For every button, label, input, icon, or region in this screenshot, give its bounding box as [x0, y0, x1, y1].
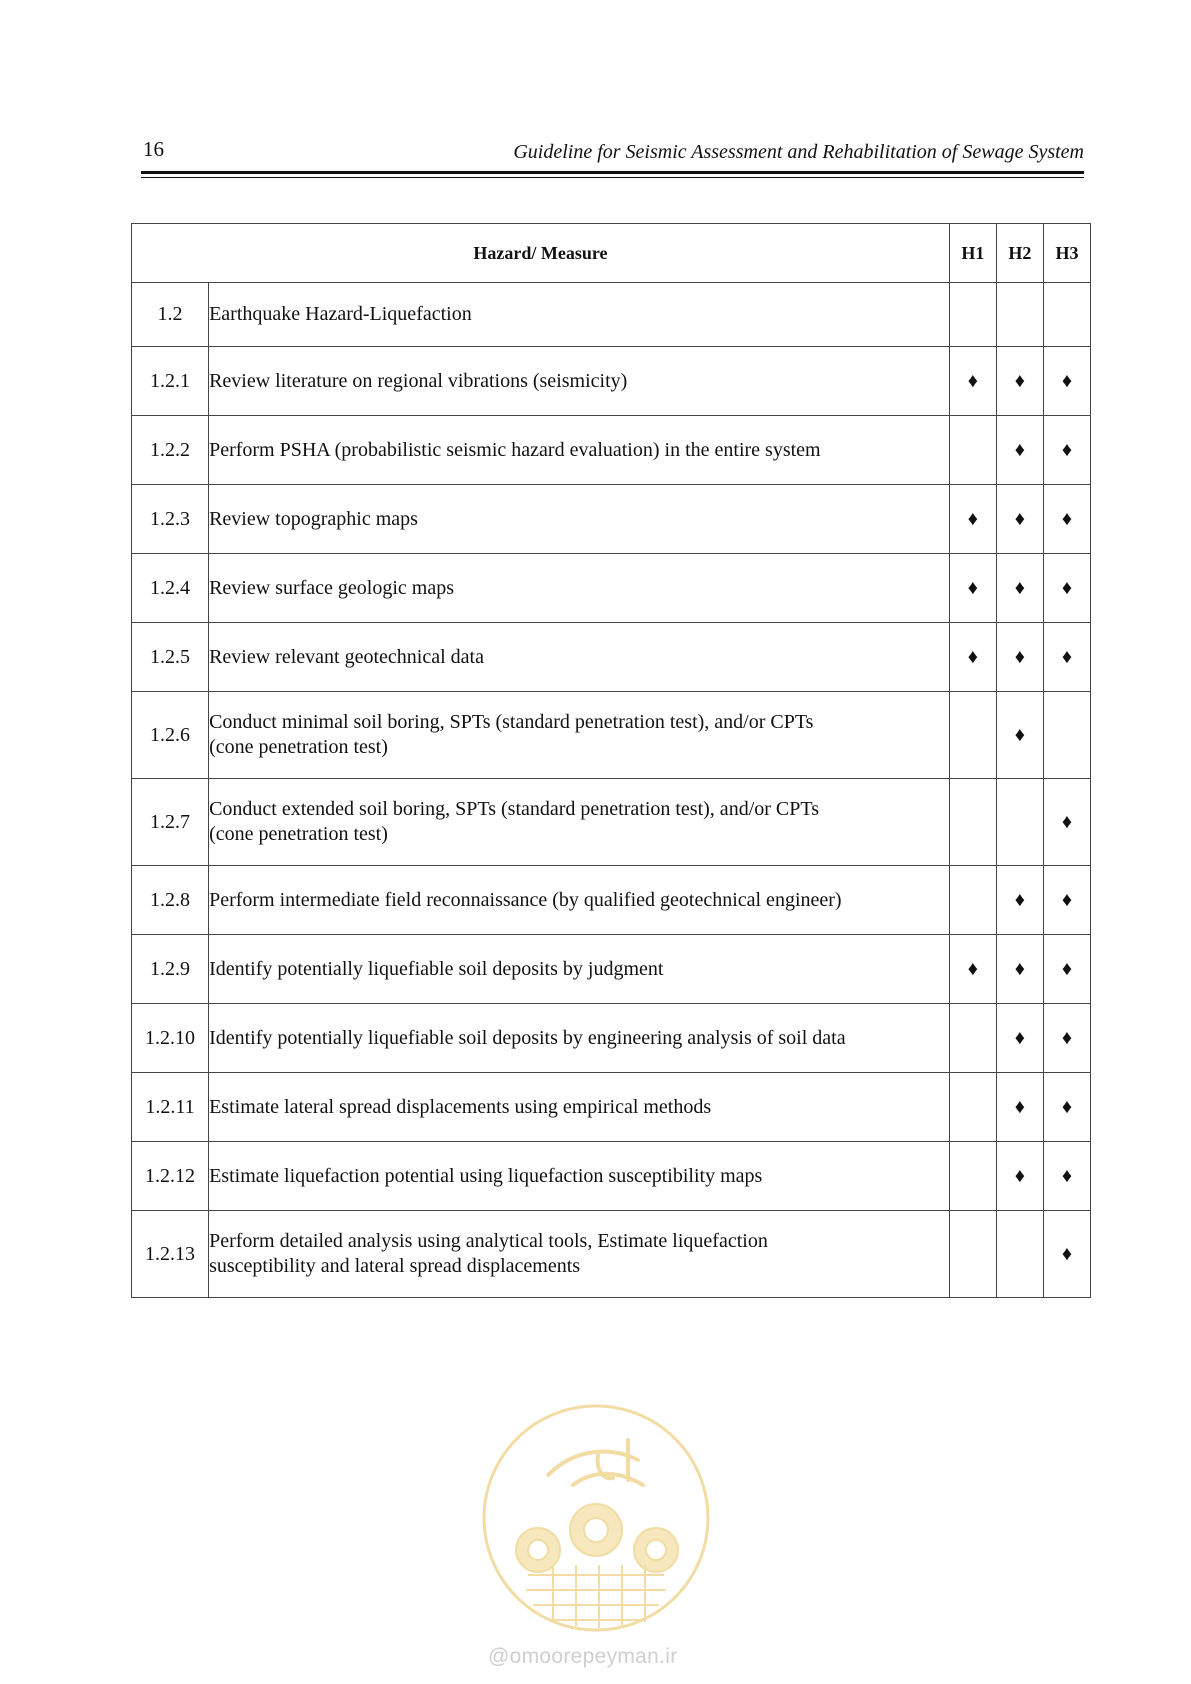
measure-code: 1.2.10 [132, 1004, 209, 1073]
h2-mark: ♦ [996, 692, 1043, 779]
measure-code: 1.2.6 [132, 692, 209, 779]
h1-mark [949, 866, 996, 935]
column-header-h2: H2 [996, 224, 1043, 283]
watermark-url: @omoorepeyman.ir [488, 1645, 678, 1668]
h2-mark [996, 283, 1043, 347]
h3-mark: ♦ [1043, 866, 1090, 935]
measure-code: 1.2.1 [132, 347, 209, 416]
h3-mark: ♦ [1043, 1142, 1090, 1211]
measure-description: Review surface geologic maps [209, 554, 950, 623]
table-row [132, 866, 1091, 935]
measure-code: 1.2.12 [132, 1142, 209, 1211]
measure-description: Estimate liquefaction potential using liquefaction susceptibility maps [209, 1142, 950, 1211]
h1-mark [949, 1004, 996, 1073]
measure-code: 1.2.5 [132, 623, 209, 692]
table-row [132, 935, 1091, 1004]
h2-mark: ♦ [996, 485, 1043, 554]
header-rule [141, 171, 1084, 174]
h1-mark [949, 1073, 996, 1142]
measure-description: Conduct minimal soil boring, SPTs (standard penetration test), and/or CPTs (cone penetration test) [209, 692, 950, 779]
h2-mark: ♦ [996, 416, 1043, 485]
column-header-hazard-measure: Hazard/ Measure [132, 224, 950, 283]
watermark-logo [478, 1400, 714, 1636]
h3-mark: ♦ [1043, 485, 1090, 554]
measure-code: 1.2.4 [132, 554, 209, 623]
measure-code: 1.2.3 [132, 485, 209, 554]
running-title: Guideline for Seismic Assessment and Rehabilitation of Sewage System [513, 141, 1084, 163]
h3-mark: ♦ [1043, 1004, 1090, 1073]
measure-description: Perform PSHA (probabilistic seismic hazard evaluation) in the entire system [209, 416, 950, 485]
table-row [132, 416, 1091, 485]
table-row [132, 1004, 1091, 1073]
h1-mark: ♦ [949, 623, 996, 692]
table-row [132, 1211, 1091, 1298]
h1-mark [949, 283, 996, 347]
h1-mark: ♦ [949, 935, 996, 1004]
hazard-measure-table [131, 223, 1091, 1298]
h1-mark: ♦ [949, 347, 996, 416]
h2-mark: ♦ [996, 1004, 1043, 1073]
h2-mark: ♦ [996, 866, 1043, 935]
table-row [132, 347, 1091, 416]
h1-mark: ♦ [949, 554, 996, 623]
measure-description: Earthquake Hazard-Liquefaction [209, 283, 950, 347]
column-header-h3: H3 [1043, 224, 1090, 283]
table-row [132, 692, 1091, 779]
h2-mark: ♦ [996, 347, 1043, 416]
measure-code: 1.2.11 [132, 1073, 209, 1142]
h2-mark [996, 779, 1043, 866]
h3-mark: ♦ [1043, 1073, 1090, 1142]
table-row [132, 485, 1091, 554]
measure-description: Identify potentially liquefiable soil deposits by engineering analysis of soil data [209, 1004, 950, 1073]
measure-description: Identify potentially liquefiable soil deposits by judgment [209, 935, 950, 1004]
h3-mark: ♦ [1043, 554, 1090, 623]
h3-mark: ♦ [1043, 416, 1090, 485]
measure-code: 1.2.7 [132, 779, 209, 866]
h2-mark: ♦ [996, 554, 1043, 623]
h3-mark: ♦ [1043, 623, 1090, 692]
measure-description: Perform intermediate field reconnaissance (by qualified geotechnical engineer) [209, 866, 950, 935]
table-row [132, 623, 1091, 692]
measure-description: Review topographic maps [209, 485, 950, 554]
h2-mark [996, 1211, 1043, 1298]
header-rule-thin [141, 177, 1084, 178]
table-row [132, 1142, 1091, 1211]
measure-code: 1.2.9 [132, 935, 209, 1004]
column-header-h1: H1 [949, 224, 996, 283]
at-sign-icon: @ [488, 1645, 510, 1668]
measure-code: 1.2.13 [132, 1211, 209, 1298]
h2-mark: ♦ [996, 935, 1043, 1004]
measure-description: Perform detailed analysis using analytical tools, Estimate liquefaction susceptibility and lateral spread displacements [209, 1211, 950, 1298]
measure-code: 1.2 [132, 283, 209, 347]
h1-mark [949, 416, 996, 485]
measure-description: Conduct extended soil boring, SPTs (standard penetration test), and/or CPTs (cone penetration test) [209, 779, 950, 866]
h3-mark: ♦ [1043, 779, 1090, 866]
h3-mark [1043, 692, 1090, 779]
table-row [132, 1073, 1091, 1142]
h3-mark: ♦ [1043, 347, 1090, 416]
page-number: 16 [143, 137, 164, 161]
measure-code: 1.2.8 [132, 866, 209, 935]
h1-mark [949, 1211, 996, 1298]
table-row [132, 283, 1091, 347]
measure-code: 1.2.2 [132, 416, 209, 485]
h1-mark [949, 779, 996, 866]
h3-mark [1043, 283, 1090, 347]
measure-description: Estimate lateral spread displacements using empirical methods [209, 1073, 950, 1142]
h2-mark: ♦ [996, 1073, 1043, 1142]
table-row [132, 779, 1091, 866]
h2-mark: ♦ [996, 1142, 1043, 1211]
table-header-row [132, 224, 1091, 283]
h1-mark: ♦ [949, 485, 996, 554]
h2-mark: ♦ [996, 623, 1043, 692]
measure-description: Review literature on regional vibrations (seismicity) [209, 347, 950, 416]
table-row [132, 554, 1091, 623]
h1-mark [949, 1142, 996, 1211]
h3-mark: ♦ [1043, 935, 1090, 1004]
measure-description: Review relevant geotechnical data [209, 623, 950, 692]
h1-mark [949, 692, 996, 779]
h3-mark: ♦ [1043, 1211, 1090, 1298]
